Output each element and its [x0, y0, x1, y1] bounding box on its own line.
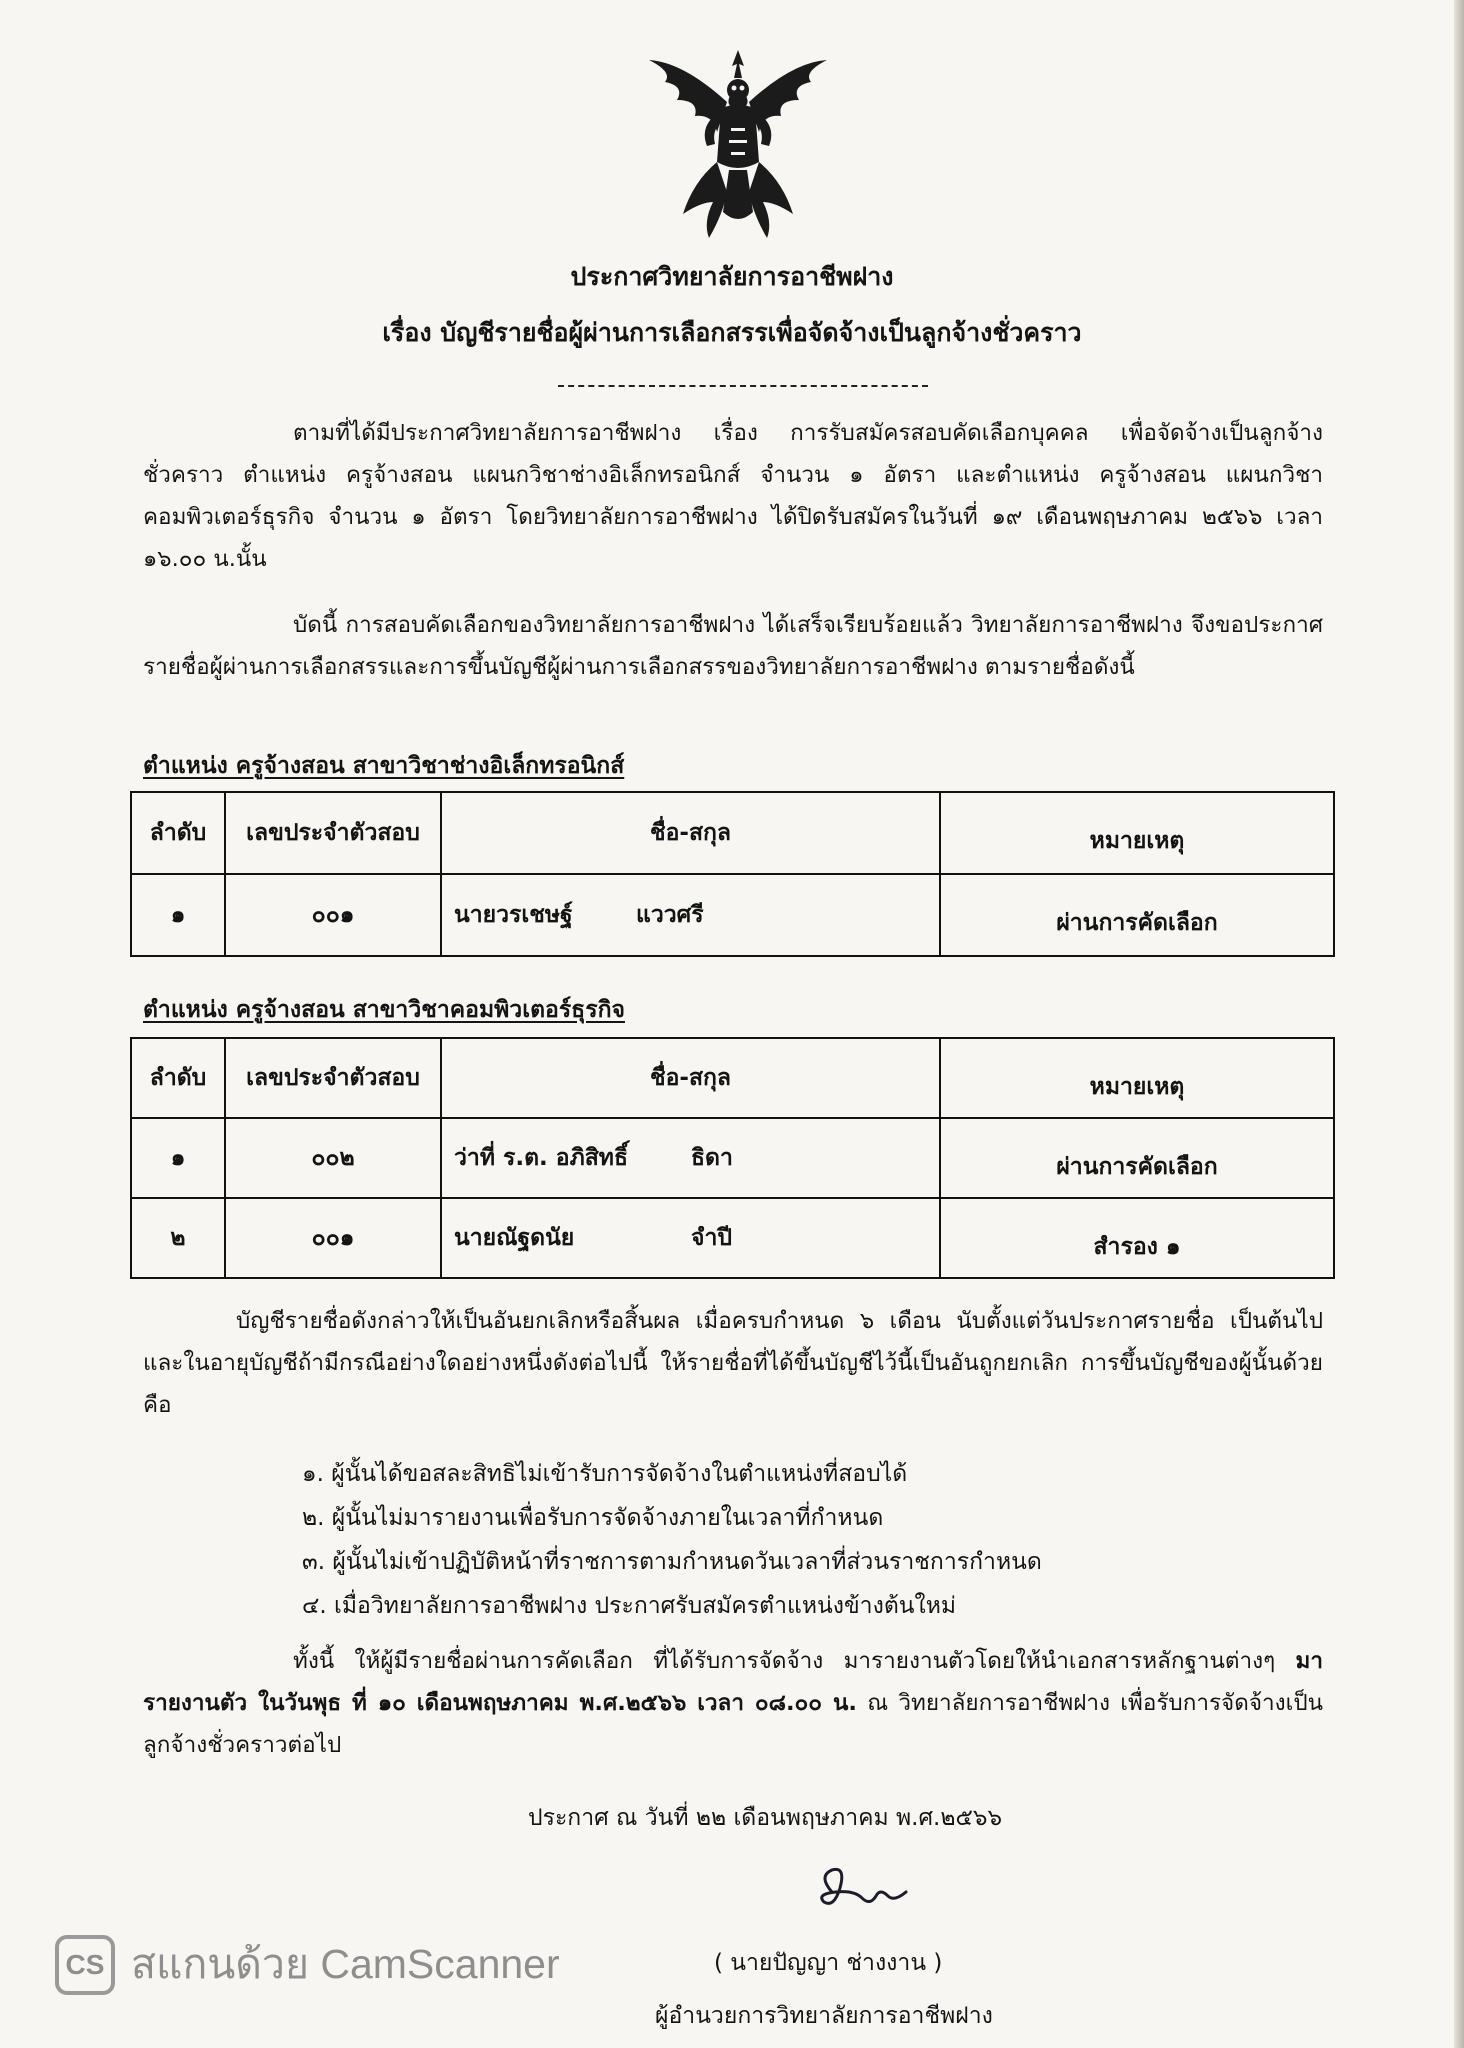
header-exam-id: เลขประจำตัวสอบ	[225, 792, 441, 874]
validity-text: บัญชีรายชื่อดังกล่าวให้เป็นอันยกเลิกหรือสิ้นผล เมื่อครบกำหนด ๖ เดือน นับตั้งแต่วันประกาศรายชื่อ เป็นต้นไป และในอายุบัญชีถ้ามีกรณีอย่างใดอย่างหนึ่งดังต่อไปนี้ ให้รายชื่อที่ได้ขึ้นบัญชีไว้นี้เป็นอันถูกยกเลิก การขึ้นบัญชีของผู้นั้นด้วยคือ	[143, 1308, 1323, 1418]
cell-note: สำรอง ๑	[940, 1198, 1334, 1278]
page-edge	[1454, 0, 1464, 2048]
header-no: ลำดับ	[131, 792, 225, 874]
table-row	[131, 1118, 1334, 1198]
cell-name	[441, 1198, 940, 1278]
intro-text-2: บัดนี้ การสอบคัดเลือกของวิทยาลัยการอาชีพฝาง ได้เสร็จเรียบร้อยแล้ว วิทยาลัยการอาชีพฝาง จึงขอประกาศรายชื่อผู้ผ่านการเลือกสรรและการขึ้นบัญชีผู้ผ่านการเลือกสรรของวิทยาลัยการอาชีพฝาง ตามรายชื่อดังนี้	[143, 612, 1323, 680]
intro-paragraph-1	[143, 412, 1323, 580]
surname: จำปี	[691, 1225, 732, 1251]
table-header-row	[131, 1038, 1334, 1118]
camscanner-logo-text: CS	[65, 1948, 105, 1980]
section-title-business-computer: ตำแหน่ง ครูจ้างสอน สาขาวิชาคอมพิวเตอร์ธุรกิจ	[143, 997, 625, 1023]
report-tail: ณ วิทยาลัยการอาชีพฝาง เพื่อรับการจัดจ้างเป็นลูกจ้างชั่วคราวต่อไป	[143, 1690, 1323, 1758]
list-item: ๔. เมื่อวิทยาลัยการอาชีพฝาง ประกาศรับสมัครตำแหน่งข้างต้นใหม่	[302, 1593, 957, 1619]
section-title-electronics: ตำแหน่ง ครูจ้างสอน สาขาวิชาช่างอิเล็กทรอนิกส์	[143, 753, 625, 779]
cell-no: ๑	[131, 1118, 225, 1198]
cancellation-conditions-list	[302, 1452, 1042, 1628]
report-date-time: มารายงานตัว ในวันพุธ ที่ ๑๐ เดือนพฤษภาคม พ.ศ.๒๕๖๖ เวลา ๐๘.๐๐ น.	[143, 1648, 1323, 1716]
surname: ธิดา	[691, 1145, 733, 1171]
given-name: นายณัฐดนัย	[454, 1225, 575, 1251]
list-item: ๒. ผู้นั้นไม่มารายงานเพื่อรับการจัดจ้างภายในเวลาที่กำหนด	[302, 1505, 884, 1531]
cell-note: ผ่านการคัดเลือก	[940, 874, 1334, 956]
document-subject: เรื่อง บัญชีรายชื่อผู้ผ่านการเลือกสรรเพื่อจัดจ้างเป็นลูกจ้างชั่วคราว	[382, 318, 1082, 347]
report-lead: ทั้งนี้ ให้ผู้มีรายชื่อผ่านการคัดเลือก ที่ได้รับการจัดจ้าง มารายงานตัวโดยให้นำเอกสารหลักฐานต่างๆ	[293, 1648, 1276, 1674]
signature-icon	[810, 1862, 920, 1932]
announcement-date: ประกาศ ณ วันที่ ๒๒ เดือนพฤษภาคม พ.ศ.๒๕๖๖	[528, 1805, 1003, 1831]
document-title: ประกาศวิทยาลัยการอาชีพฝาง	[570, 262, 894, 291]
garuda-emblem-icon	[643, 42, 833, 242]
camscanner-logo-icon	[55, 1935, 115, 1995]
table-header-row	[131, 792, 1334, 874]
header-name: ชื่อ-สกุล	[441, 1038, 940, 1118]
header-note: หมายเหตุ	[940, 792, 1334, 874]
cell-name	[441, 1118, 940, 1198]
table-row	[131, 874, 1334, 956]
business-computer-results-table	[130, 1037, 1335, 1279]
validity-paragraph	[143, 1300, 1323, 1426]
cell-no: ๑	[131, 874, 225, 956]
header-exam-id: เลขประจำตัวสอบ	[225, 1038, 441, 1118]
camscanner-text: สแกนด้วย CamScanner	[131, 1941, 560, 1987]
given-name: ว่าที่ ร.ต. อภิสิทธิ์	[454, 1145, 628, 1171]
report-paragraph	[143, 1640, 1323, 1766]
cell-note: ผ่านการคัดเลือก	[940, 1118, 1334, 1198]
signatory-position: ผู้อำนวยการวิทยาลัยการอาชีพฝาง	[655, 2003, 993, 2029]
cell-no: ๒	[131, 1198, 225, 1278]
header-note: หมายเหตุ	[940, 1038, 1334, 1118]
electronics-results-table	[130, 791, 1335, 957]
given-name: นายวรเชษฐ์	[454, 902, 573, 928]
list-item: ๓. ผู้นั้นไม่เข้าปฏิบัติหน้าที่ราชการตามกำหนดวันเวลาที่ส่วนราชการกำหนด	[302, 1549, 1042, 1575]
cell-exam-id: ๐๐๑	[225, 1198, 441, 1278]
cell-exam-id: ๐๐๑	[225, 874, 441, 956]
intro-paragraph-2	[143, 604, 1323, 688]
cell-exam-id: ๐๐๒	[225, 1118, 441, 1198]
header-no: ลำดับ	[131, 1038, 225, 1118]
cell-name	[441, 874, 940, 956]
camscanner-watermark	[55, 1932, 560, 1997]
table-row	[131, 1198, 1334, 1278]
signatory-name: ( นายปัญญา ช่างงาน )	[714, 1950, 943, 1976]
header-name: ชื่อ-สกุล	[441, 792, 940, 874]
title-divider	[558, 385, 928, 387]
intro-text-1: ตามที่ได้มีประกาศวิทยาลัยการอาชีพฝาง เรื่อง การรับสมัครสอบคัดเลือกบุคคล เพื่อจัดจ้างเป็นลูกจ้างชั่วคราว ตำแหน่ง ครูจ้างสอน แผนกวิชาช่างอิเล็กทรอนิกส์ จำนวน ๑ อัตรา และตำแหน่ง ครูจ้างสอน แผนกวิชาคอมพิวเตอร์ธุรกิจ จำนวน ๑ อัตรา โดยวิทยาลัยการอาชีพฝาง ได้ปิดรับสมัครในวันที่ ๑๙ เดือนพฤษภาคม ๒๕๖๖ เวลา ๑๖.๐๐ น.นั้น	[143, 420, 1323, 572]
surname: แววศรี	[636, 902, 704, 928]
list-item: ๑. ผู้นั้นได้ขอสละสิทธิไม่เข้ารับการจัดจ้างในตำแหน่งที่สอบได้	[302, 1461, 908, 1487]
